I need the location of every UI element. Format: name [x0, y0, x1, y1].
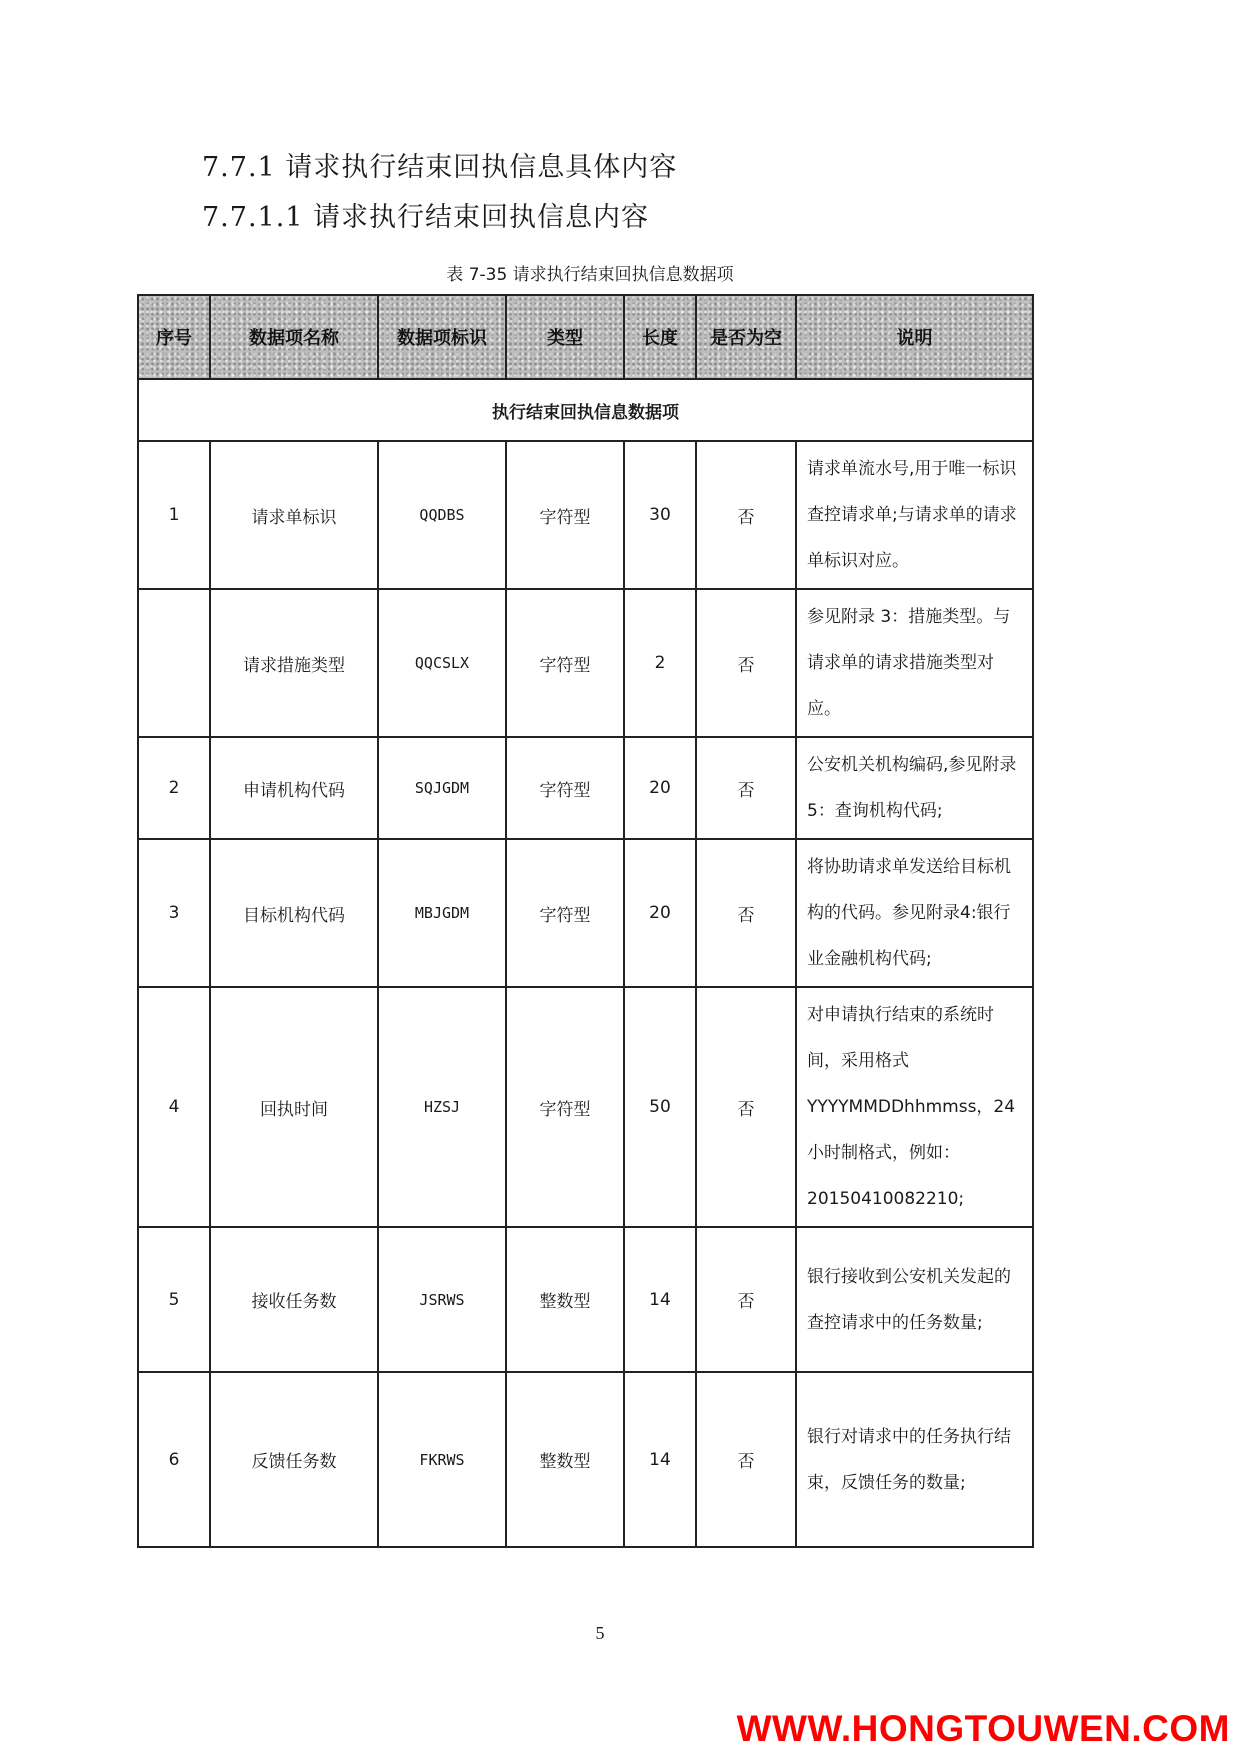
- table-row: [138, 1227, 1033, 1372]
- cell-name: 申请机构代码: [210, 737, 378, 839]
- header-id: 数据项标识: [378, 295, 506, 379]
- cell-desc: 公安机关机构编码,参见附录 5：查询机构代码;: [796, 737, 1033, 839]
- header-desc: 说明: [796, 295, 1033, 379]
- header-type: 类型: [506, 295, 624, 379]
- table-row: [138, 839, 1033, 987]
- cell-no: 6: [138, 1372, 210, 1547]
- cell-id: QQDBS: [378, 441, 506, 589]
- cell-desc: 银行对请求中的任务执行结束，反馈任务的数量;: [796, 1372, 1033, 1547]
- cell-nullable: 否: [696, 987, 796, 1227]
- cell-name: 回执时间: [210, 987, 378, 1227]
- cell-no: [138, 589, 210, 737]
- subsection-heading: 7.7.1.1 请求执行结束回执信息内容: [202, 202, 650, 233]
- table-row: [138, 1372, 1033, 1547]
- header-length: 长度: [624, 295, 696, 379]
- cell-nullable: 否: [696, 589, 796, 737]
- cell-no: 1: [138, 441, 210, 589]
- cell-name: 接收任务数: [210, 1227, 378, 1372]
- cell-name: 请求单标识: [210, 441, 378, 589]
- cell-type: 整数型: [506, 1372, 624, 1547]
- cell-nullable: 否: [696, 839, 796, 987]
- cell-length: 30: [624, 441, 696, 589]
- cell-nullable: 否: [696, 441, 796, 589]
- table-row: [138, 987, 1033, 1227]
- cell-id: JSRWS: [378, 1227, 506, 1372]
- cell-desc: 请求单流水号,用于唯一标识查控请求单;与请求单的请求单标识对应。: [796, 441, 1033, 589]
- cell-type: 整数型: [506, 1227, 624, 1372]
- cell-nullable: 否: [696, 1372, 796, 1547]
- cell-desc: 银行接收到公安机关发起的查控请求中的任务数量;: [796, 1227, 1033, 1372]
- cell-nullable: 否: [696, 1227, 796, 1372]
- cell-no: 4: [138, 987, 210, 1227]
- cell-type: 字符型: [506, 441, 624, 589]
- header-nullable: 是否为空: [696, 295, 796, 379]
- cell-type: 字符型: [506, 737, 624, 839]
- cell-length: 50: [624, 987, 696, 1227]
- cell-id: HZSJ: [378, 987, 506, 1227]
- header-name: 数据项名称: [210, 295, 378, 379]
- cell-name: 反馈任务数: [210, 1372, 378, 1547]
- data-items-table: [137, 294, 1034, 1548]
- cell-no: 2: [138, 737, 210, 839]
- section-title: 执行结束回执信息数据项: [138, 379, 1033, 441]
- table-header-row: [138, 295, 1033, 379]
- page-number: 5: [595, 1623, 605, 1643]
- section-heading: 7.7.1 请求执行结束回执信息具体内容: [202, 152, 678, 183]
- watermark-text: WWW.HONGTOUWEN.COM: [736, 1708, 1230, 1749]
- cell-type: 字符型: [506, 987, 624, 1227]
- cell-length: 20: [624, 839, 696, 987]
- cell-length: 20: [624, 737, 696, 839]
- section-row: [138, 379, 1033, 441]
- header-no: 序号: [138, 295, 210, 379]
- cell-length: 14: [624, 1227, 696, 1372]
- cell-nullable: 否: [696, 737, 796, 839]
- cell-type: 字符型: [506, 589, 624, 737]
- cell-name: 目标机构代码: [210, 839, 378, 987]
- cell-no: 3: [138, 839, 210, 987]
- cell-id: QQCSLX: [378, 589, 506, 737]
- cell-length: 2: [624, 589, 696, 737]
- cell-desc: 将协助请求单发送给目标机构的代码。参见附录4:银行业金融机构代码;: [796, 839, 1033, 987]
- cell-id: SQJGDM: [378, 737, 506, 839]
- cell-id: FKRWS: [378, 1372, 506, 1547]
- cell-name: 请求措施类型: [210, 589, 378, 737]
- table-caption: 表 7-35 请求执行结束回执信息数据项: [446, 265, 734, 285]
- cell-desc: 对申请执行结束的系统时间，采用格式YYYYMMDDhhmmss，24 小时制格式，例如：20150410082210;: [796, 987, 1033, 1227]
- cell-desc: 参见附录 3：措施类型。与请求单的请求措施类型对应。: [796, 589, 1033, 737]
- cell-length: 14: [624, 1372, 696, 1547]
- table-row: [138, 737, 1033, 839]
- table-row: [138, 589, 1033, 737]
- cell-type: 字符型: [506, 839, 624, 987]
- cell-id: MBJGDM: [378, 839, 506, 987]
- table-row: [138, 441, 1033, 589]
- cell-no: 5: [138, 1227, 210, 1372]
